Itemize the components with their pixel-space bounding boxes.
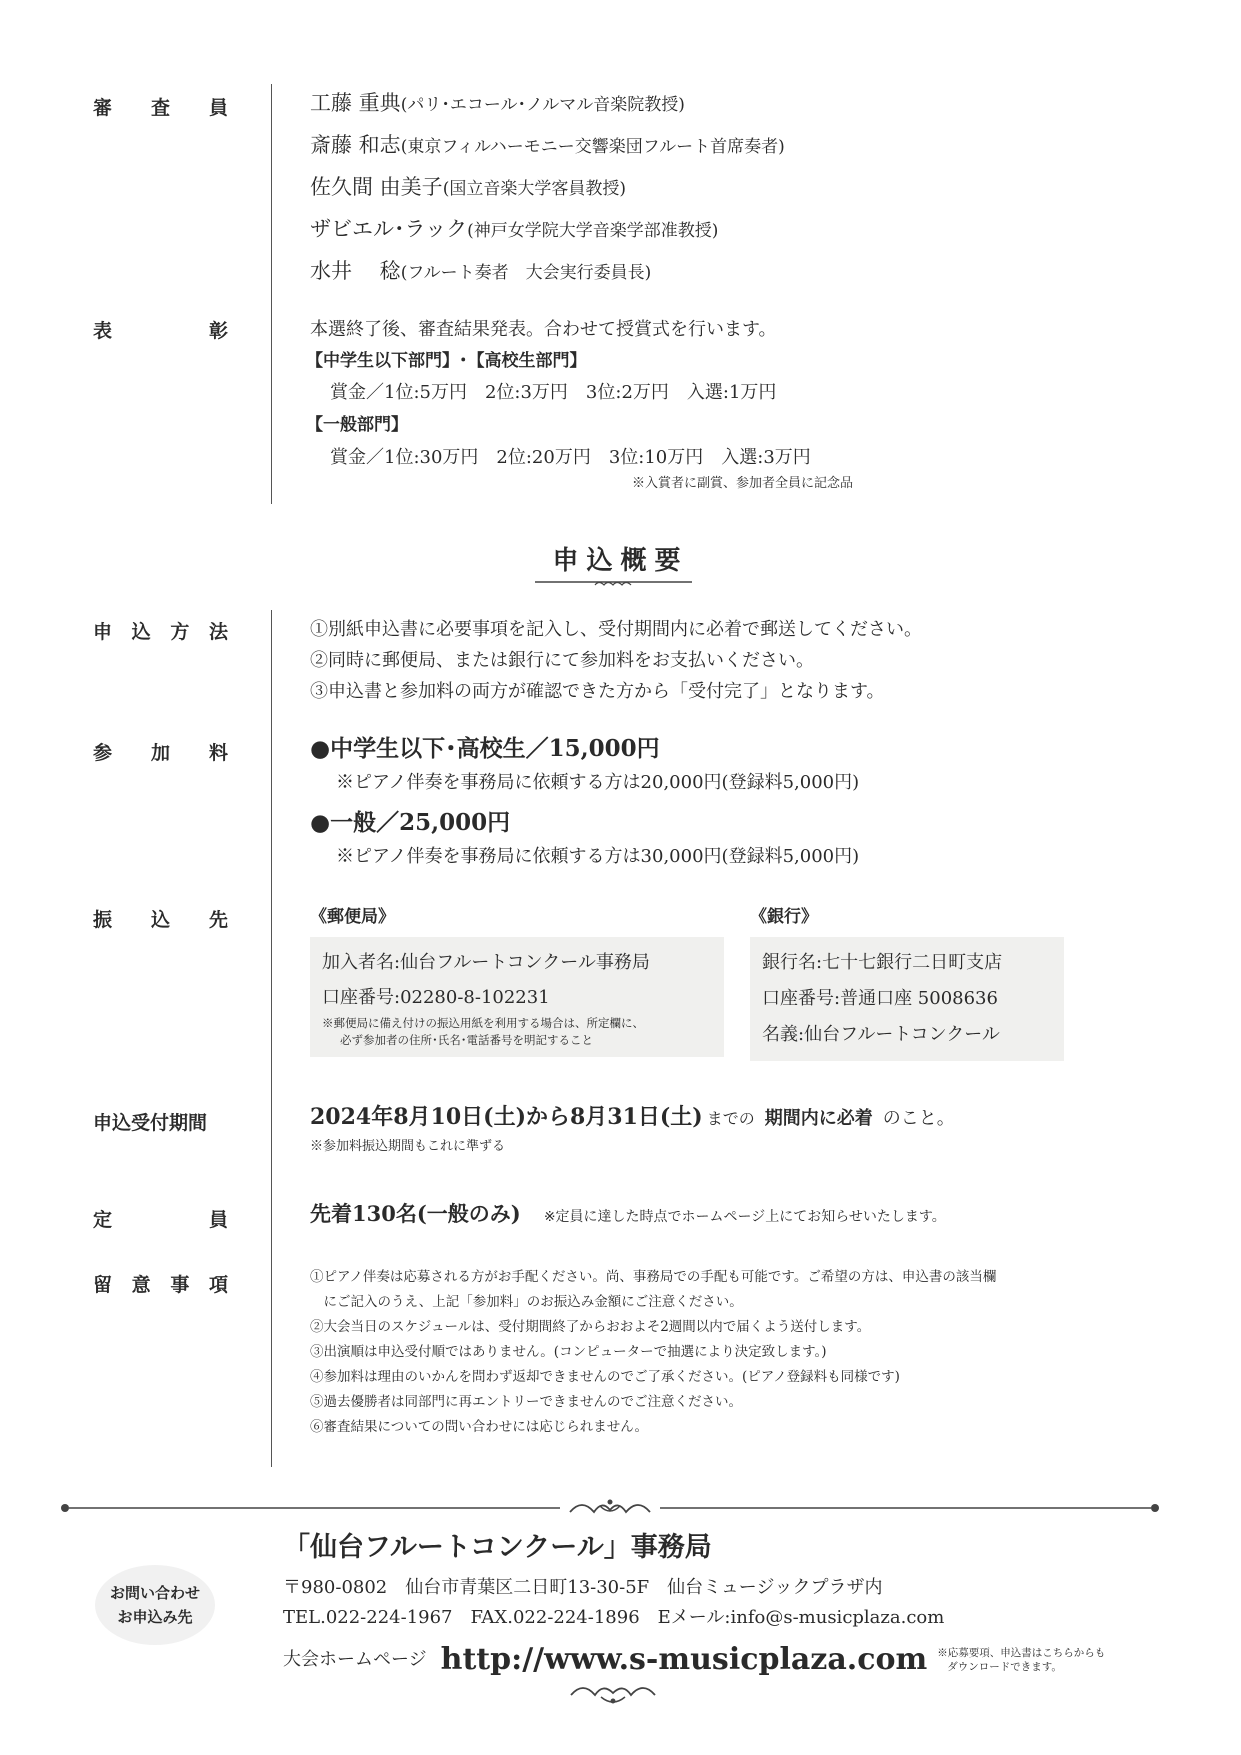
section-title-ornament [535,578,692,588]
details-divider [271,610,272,1467]
judge-title: (神戸女学院大学音楽学部准教授) [467,221,719,241]
judge-name: 斎藤 和志 [310,133,401,157]
awards-general-heading: 【一般部門】 [306,415,408,435]
method-line: ③申込書と参加料の両方が確認できた方から「受付完了」となります。 [310,681,885,702]
capacity-main: 先着130名(一般のみ) [310,1201,521,1226]
period-line [310,1100,955,1136]
bank-account: 口座番号:普通口座 5008636 [762,988,998,1009]
contact-content [283,1525,1105,1685]
judge-title: (国立音楽大学客員教授) [442,179,626,199]
judge-title: (パリ･エコール･ノルマル音楽院教授) [400,95,685,115]
post-note: 必ず参加者の住所･氏名･電話番号を明記すること [340,1033,593,1047]
awards-label: 表 彰 [93,320,228,342]
post-heading: 《郵便局》 [310,907,395,927]
transfer-label: 振 込 先 [93,909,228,931]
period-note: ※参加料振込期間もこれに準ずる [310,1139,506,1154]
footer-top-ornament [60,1496,1160,1520]
section-title: 申込概要 [552,546,689,576]
office-address: 〒980-0802 仙台市青葉区二日町13-30-5F 仙台ミュージックプラザ内 [283,1577,883,1598]
judges-divider [271,84,272,504]
fee-label: 参 加 料 [93,742,228,764]
period-dates: 2024年8月10日(土)から8月31日(土) [310,1104,703,1130]
judge-title: (フルート奏者 大会実行委員長) [400,263,652,283]
judge-name: ザビエル･ラック [310,217,468,241]
judge-name: 工藤 重典 [310,91,401,115]
footer-bottom-ornament [565,1683,661,1707]
capacity-note: ※定員に達した時点でホームページ上にてお知らせいたします。 [543,1209,946,1225]
judge-title: (東京フィルハーモニー交響楽団フルート首席奏者) [400,137,785,157]
note-item: ②大会当日のスケジュールは、受付期間終了からおおよそ2週間以内で届くよう送付します。 [310,1319,871,1335]
fee-content [310,730,859,872]
method-content [310,614,922,707]
period-content [310,1100,955,1158]
judge-item [310,251,785,293]
bank-box [750,937,1064,1061]
bank-heading: 《銀行》 [750,907,818,927]
period-end: のこと。 [882,1108,955,1129]
homepage-url[interactable]: http://www.s-musicplaza.com [440,1642,928,1677]
post-box [310,937,724,1057]
homepage-line [283,1635,1105,1685]
awards-content [306,316,854,494]
bank-holder: 名義:仙台フルートコンクール [762,1024,1000,1045]
judge-name: 水井 稔 [310,259,401,283]
fee-junior-note: ※ピアノ伴奏を事務局に依頼する方は20,000円(登録料5,000円) [336,772,860,793]
note-item: ⑤過去優勝者は同部門に再エントリーできませんのでご注意ください。 [310,1394,742,1410]
fee-junior: ●中学生以下･高校生／15,000円 [310,735,660,762]
awards-junior-heading: 【中学生以下部門】･【高校生部門】 [306,351,587,371]
awards-intro: 本選終了後、審査結果発表。合わせて授賞式を行います。 [310,319,777,340]
awards-note: ※入賞者に副賞、参加者全員に記念品 [632,476,854,491]
judge-item [310,125,785,167]
note-item: ①ピアノ伴奏は応募される方がお手配ください。尚、事務局での手配も可能です。ご希望の方は、申込書の該当欄 [310,1269,997,1285]
note-item: ③出演順は申込受付順ではありません。(コンピューターで抽選により決定致します。) [310,1344,827,1360]
judge-item [310,83,785,125]
judges-list [310,83,785,293]
period-label: 申込受付期間 [93,1112,208,1134]
notes-label: 留 意 事 項 [93,1274,228,1296]
download-note: ※応募要項、申込書はこちらからも ダウンロードできます。 [937,1647,1106,1673]
period-mid: までの [706,1109,755,1128]
note-item: ⑥審査結果についての問い合わせには応じられません。 [310,1419,649,1435]
period-must: 期間内に必着 [764,1108,873,1129]
judge-item [310,209,785,251]
note-item: ④参加料は理由のいかんを問わず返却できませんのでご了承ください。(ピアノ登録料も同様です) [310,1369,900,1385]
awards-general-prizes: 賞金／1位:30万円 2位:20万円 3位:10万円 入選:3万円 [330,447,811,468]
fee-general: ●一般／25,000円 [310,809,511,836]
fee-general-note: ※ピアノ伴奏を事務局に依頼する方は30,000円(登録料5,000円) [336,846,860,867]
method-label: 申 込 方 法 [93,621,228,643]
note-item: にご記入のうえ、上記「参加料」のお振込み金額にご注意ください。 [310,1294,743,1310]
judge-name: 佐久間 由美子 [310,175,443,199]
post-holder: 加入者名:仙台フルートコンクール事務局 [322,952,650,973]
post-account: 口座番号:02280-8-102231 [322,987,550,1008]
office-phones: TEL.022-224-1967 FAX.022-224-1896 Eメール:info@s-musicplaza.com [283,1607,945,1628]
method-line: ②同時に郵便局、または銀行にて参加料をお支払いください。 [310,650,814,671]
homepage-label: 大会ホームページ [283,1649,427,1670]
capacity-content [310,1197,946,1231]
contact-label: お問い合わせ お申込み先 [95,1565,215,1645]
transfer-bank [750,903,1064,1061]
judge-item [310,167,785,209]
capacity-label: 定 員 [93,1209,228,1231]
post-note: ※郵便局に備え付けの振込用紙を利用する場合は、所定欄に、 [322,1016,644,1030]
judges-label: 審 査 員 [93,97,228,119]
method-line: ①別紙申込書に必要事項を記入し、受付期間内に必着で郵送してください。 [310,619,922,640]
bank-name: 銀行名:七十七銀行二日町支店 [762,952,1003,973]
office-name: 「仙台フルートコンクール」事務局 [283,1532,712,1563]
awards-junior-prizes: 賞金／1位:5万円 2位:3万円 3位:2万円 入選:1万円 [330,382,777,403]
notes-content [310,1265,996,1440]
transfer-post [310,903,724,1057]
